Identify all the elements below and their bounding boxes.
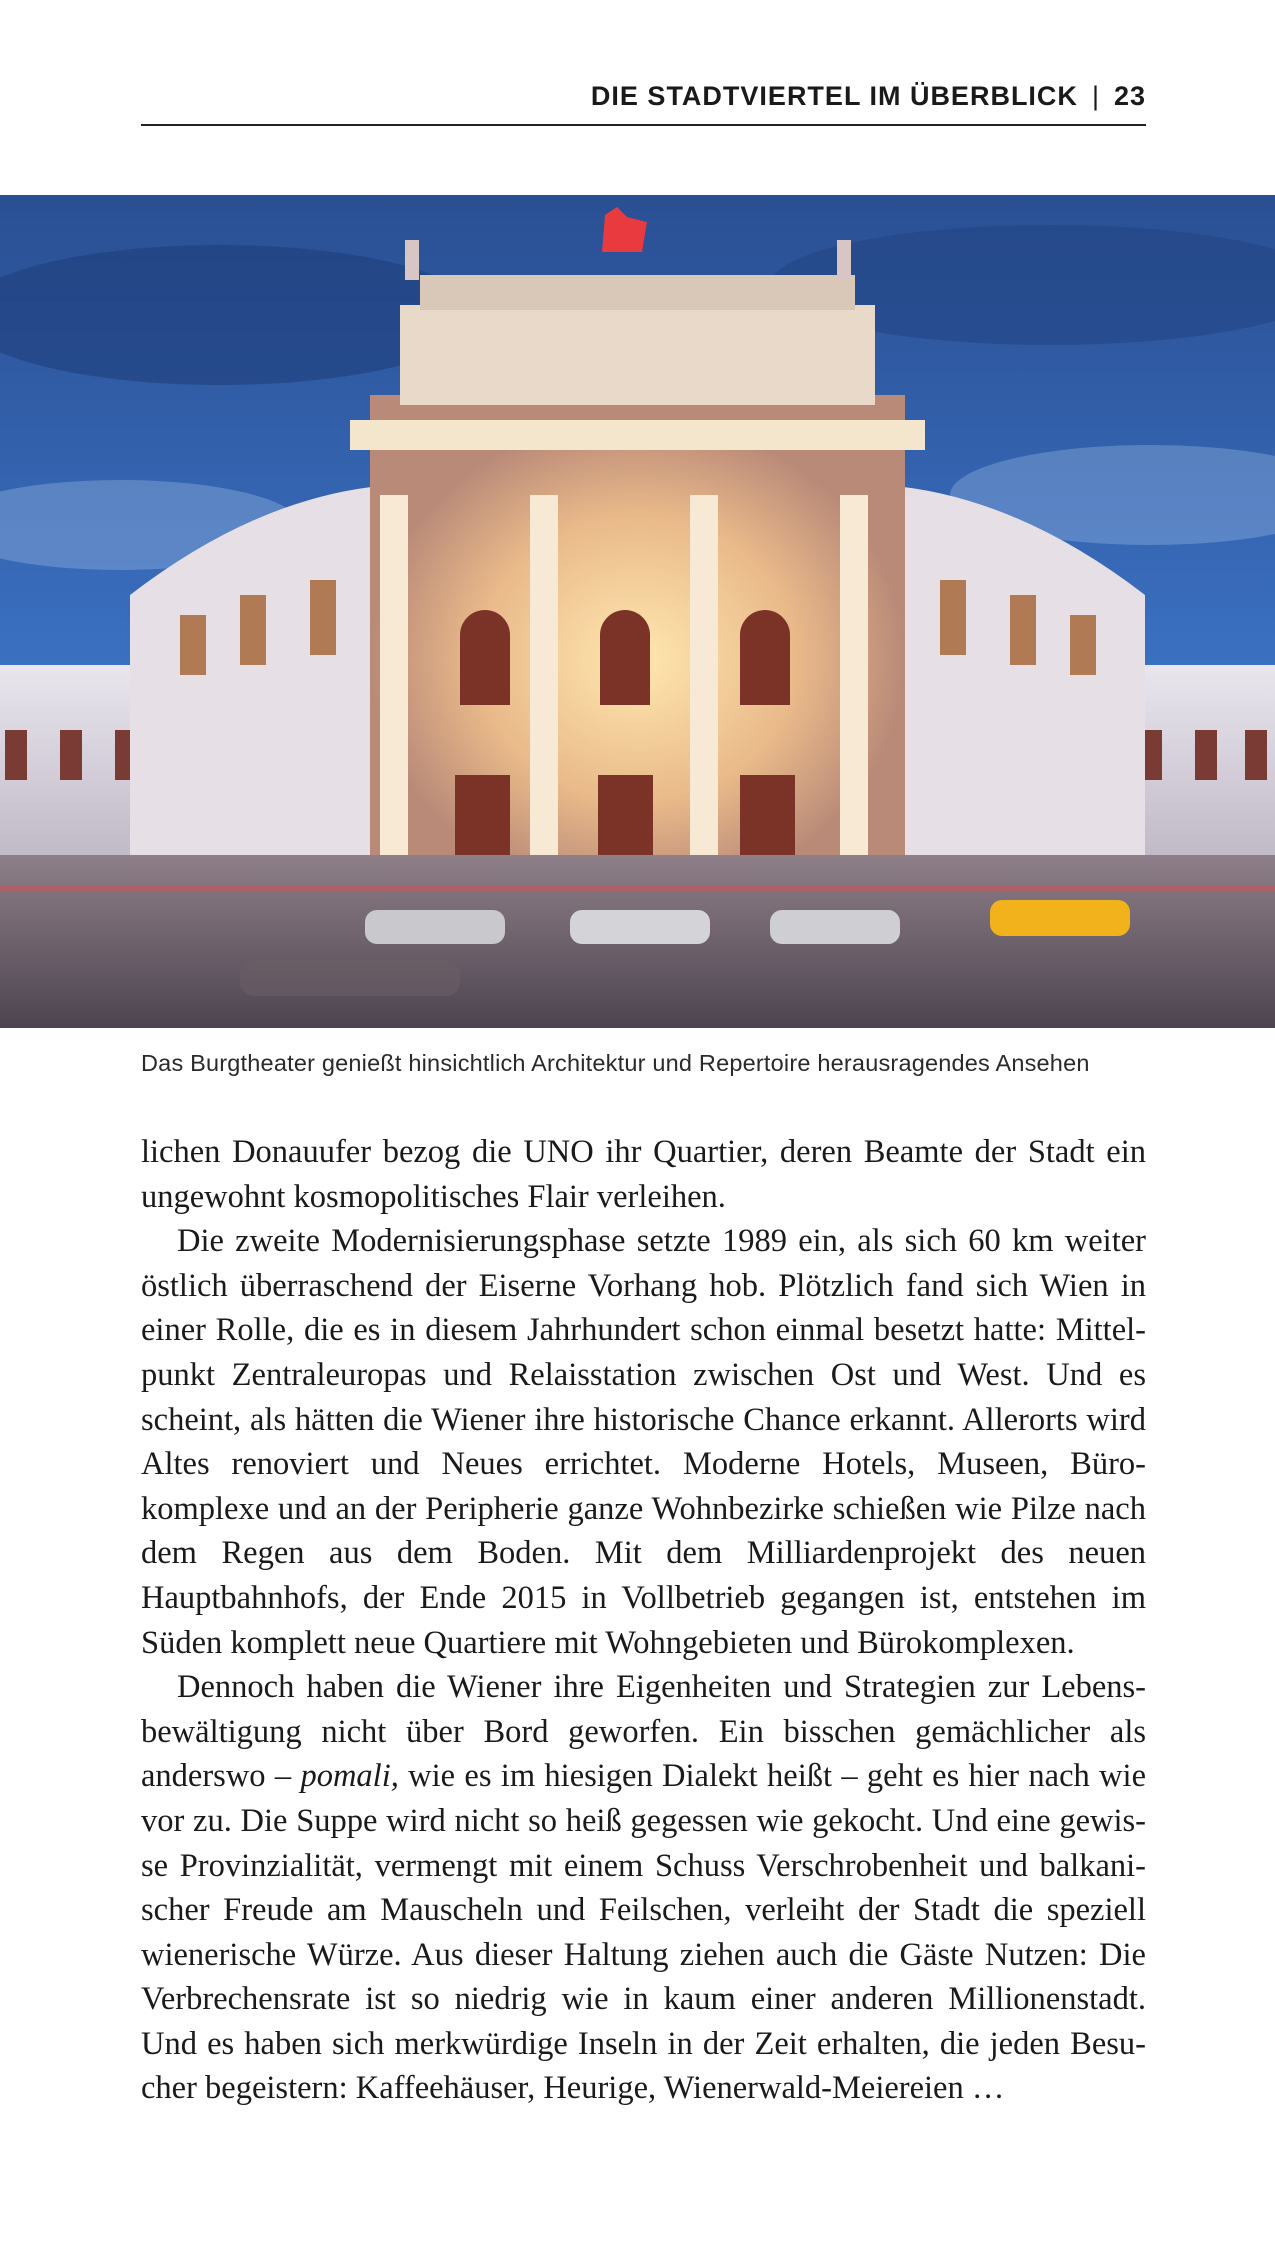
body-text xyxy=(141,1130,1146,2111)
paragraph-2: Die zweite Modernisierungsphase setzte 1989 ein, als sich 60 km weiter östlich überraschend der Eiserne Vorhang hob. Plötzlich fand sich Wien in einer Rolle, die es in diesem Jahrhundert schon einmal besetzt hatte: Mittelpunkt Zentraleuropas und Relaisstation zwischen Ost und West. Und es scheint, als hätten die Wiener ihre historische Chance erkannt. Allerorts wird Altes renoviert und Neues errichtet. Moderne Hotels, Museen, Bürokomplexe und an der Peripherie ganze Wohnbezirke schießen wie Pilze nach dem Regen aus dem Boden. Mit dem Milliardenprojekt des neuen Hauptbahnhofs, der Ende 2015 in Vollbetrieb gegangen ist, entstehen im Süden komplett neue Quartiere mit Wohngebieten und Bürokomplexen. xyxy=(141,1223,1146,1661)
paragraph-3-end: wie es im hiesigen Dialekt heißt – geht es hier nach wie vor zu. Die Suppe wird nicht so heiß gegessen wie gekocht. Und eine gewisse Provinzialität, vermengt mit einem Schuss Verschrobenheit und balkanischer Freude am Mauscheln und Feilschen, verleiht der Stadt die speziell wienerische Würze. Aus dieser Haltung ziehen auch die Gäste Nutzen: Die Verbrechensrate ist so niedrig wie in kaum einer anderen Millionenstadt. Und es haben sich merkwürdige Inseln in der Zeit erhalten, die jeden Besucher begeistern: Kaffeehäuser, Heurige, Wienerwald-Meiereien … xyxy=(141,1758,1146,2107)
burgtheater-photo xyxy=(0,195,1275,1028)
dialect-term: pomali, xyxy=(300,1758,399,1795)
paragraph-1: lichen Donauufer bezog die UNO ihr Quartier, deren Beamte der Stadt ein ungewohnt kosmopolitisches Flair verleihen. xyxy=(141,1134,1146,1215)
paragraph-3-start: Dennoch haben die Wiener ihre Eigenheiten und Strategien zur Lebensbewältigung nicht über Bord geworfen. Ein bisschen gemächlicher als anderswo – xyxy=(141,1669,1146,1795)
paragraph-3 xyxy=(141,1665,1146,2111)
figure-caption: Das Burgtheater genießt hinsichtlich Architektur und Repertoire herausragendes Ansehen xyxy=(141,1050,1090,1076)
section-title: DIE STADTVIERTEL IM ÜBERBLICK xyxy=(590,81,1078,111)
page-number: 23 xyxy=(1113,81,1146,111)
running-header xyxy=(141,80,1146,126)
header-separator: | xyxy=(1091,81,1100,111)
